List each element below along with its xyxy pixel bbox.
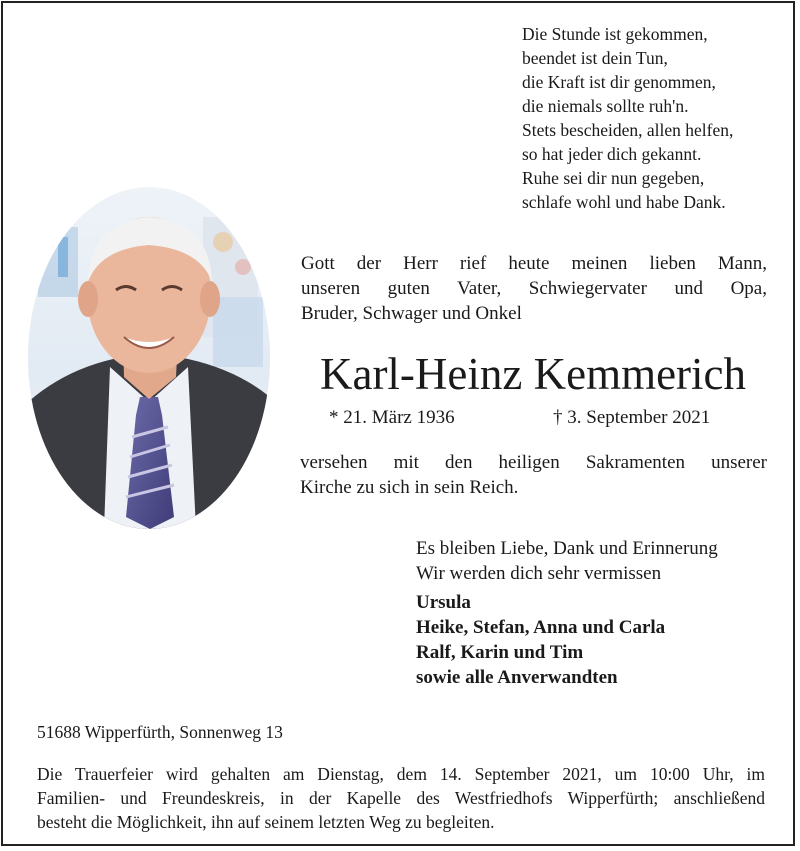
service-details	[37, 762, 765, 834]
address: 51688 Wipperfürth, Sonnenweg 13	[37, 722, 283, 742]
poem-line: so hat jeder dich gekannt.	[522, 144, 702, 164]
family-line: sowie alle Anverwandten	[416, 667, 618, 688]
portrait-photo	[28, 187, 270, 529]
intro-line: unseren guten Vater, Schwiegervater und Opa,	[301, 278, 767, 299]
poem-line: schlafe wohl und habe Dank.	[522, 192, 726, 212]
service-line: Die Trauerfeier wird gehalten am Dienstag, dem 14. September 2021, um 10:00 Uhr, im	[37, 764, 765, 784]
poem-line: Die Stunde ist gekommen,	[522, 24, 708, 44]
poem	[522, 22, 733, 214]
family-line: Ursula	[416, 592, 471, 613]
sacraments-line: Kirche zu sich in sein Reich.	[300, 477, 519, 498]
sacraments-text	[300, 450, 767, 500]
family-names	[416, 590, 665, 690]
poem-line: Ruhe sei dir nun gegeben,	[522, 168, 705, 188]
poem-line: die niemals sollte ruh'n.	[522, 96, 689, 116]
birth-date: * 21. März 1936	[329, 407, 455, 428]
memory-text	[416, 536, 718, 586]
poem-line: Stets bescheiden, allen helfen,	[522, 120, 734, 140]
memory-line: Es bleiben Liebe, Dank und Erinnerung	[416, 538, 718, 559]
intro-line: Gott der Herr rief heute meinen lieben Mann,	[301, 253, 767, 274]
family-line: Ralf, Karin und Tim	[416, 642, 584, 663]
intro-line: Bruder, Schwager und Onkel	[301, 303, 522, 324]
intro-text	[301, 251, 767, 326]
poem-line: die Kraft ist dir genommen,	[522, 72, 716, 92]
service-line: besteht die Möglichkeit, ihn auf seinem letzten Weg zu begleiten.	[37, 812, 495, 832]
sacraments-line: versehen mit den heiligen Sakramenten unserer	[300, 452, 767, 473]
portrait-illustration	[28, 187, 270, 529]
poem-line: beendet ist dein Tun,	[522, 48, 668, 68]
memory-line: Wir werden dich sehr vermissen	[416, 563, 662, 584]
death-date: † 3. September 2021	[553, 407, 711, 428]
service-line: Familien- und Freundeskreis, in der Kapelle des Westfriedhofs Wipperfürth; anschließend	[37, 788, 765, 808]
deceased-name: Karl-Heinz Kemmerich	[319, 349, 747, 399]
family-line: Heike, Stefan, Anna und Carla	[416, 617, 666, 638]
